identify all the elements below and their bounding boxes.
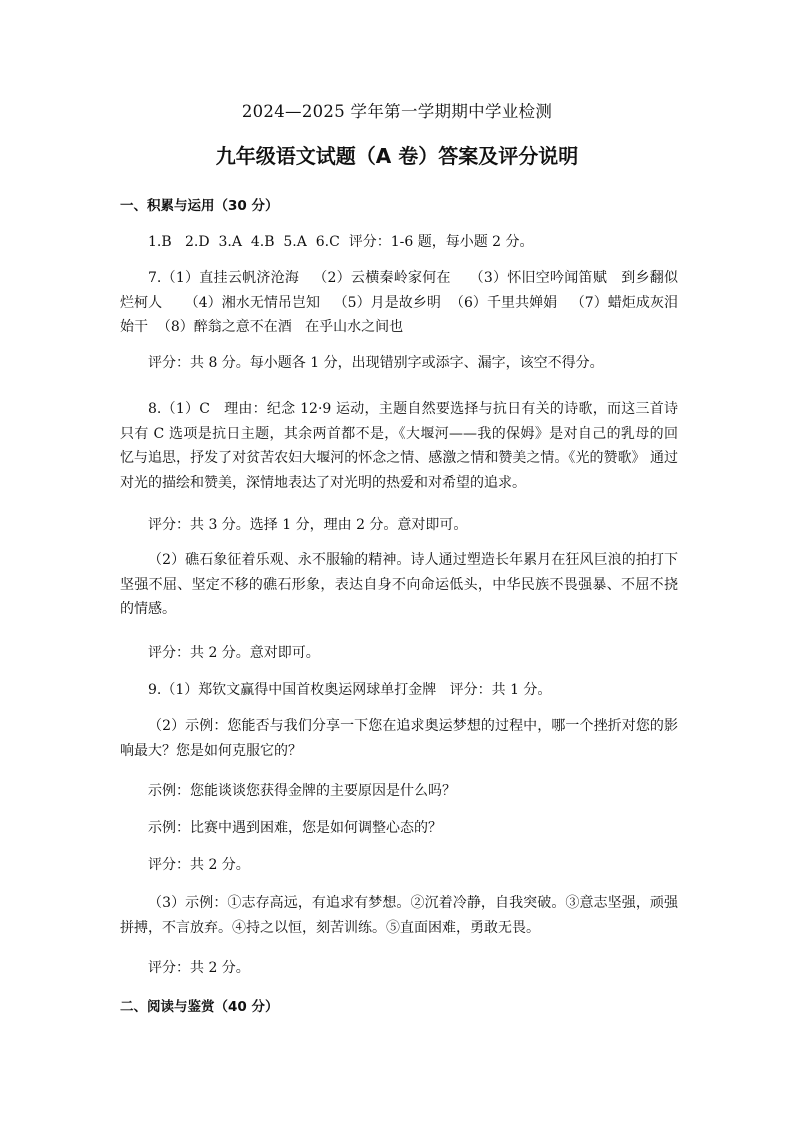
example-q9-2c: 示例：比赛中遇到困难，您是如何调整心态的？ xyxy=(148,820,442,836)
section-heading-2: 二、阅读与鉴赏（40 分） xyxy=(120,999,279,1015)
example-q9-2b: 示例：您能谈谈您获得金牌的主要原因是什么吗？ xyxy=(148,783,456,799)
answer-q7: 7.（1）直挂云帆济沧海 （2）云横秦岭家何在 （3）怀旧空吟闻笛赋 到乡翻似烂柯人 （4）湘水无情吊岂知 （5）月是故乡明 （6）千里共婵娟 （7）蜡炬成灰泪始干 （8）醉翁之意不在酒 在乎山水之间也 xyxy=(120,270,678,335)
document-title: 2024—2025 学年第一学期期中学业检测 xyxy=(241,102,553,121)
score-q7: 评分：共 8 分。每小题各 1 分，出现错别字或添字、漏字，该空不得分。 xyxy=(148,355,604,371)
score-q9-2: 评分：共 2 分。 xyxy=(148,857,250,873)
score-q8-1: 评分：共 3 分。选择 1 分，理由 2 分。意对即可。 xyxy=(148,517,468,533)
document-subtitle: 九年级语文试题（A 卷）答案及评分说明 xyxy=(215,144,579,168)
answer-q9-1: 9.（1）郑钦文赢得中国首枚奥运网球单打金牌 评分：共 1 分。 xyxy=(148,682,552,698)
answer-q9-2: （2）示例：您能否与我们分享一下您在追求奥运梦想的过程中，哪一个挫折对您的影响最大？您是如何克服它的？ xyxy=(120,718,678,759)
section-heading-1: 一、积累与运用（30 分） xyxy=(120,198,279,214)
answer-q8-2: （2）礁石象征着乐观、永不服输的精神。诗人通过塑造长年累月在狂风巨浪的拍打下坚强不屈、坚定不移的礁石形象，表达自身不向命运低头，中华民族不畏强暴、不屈不挠的情感。 xyxy=(120,552,678,617)
answer-q9-3: （3）示例：①志存高远，有追求有梦想。②沉着冷静，自我突破。③意志坚强，顽强拼搏，不言放弃。④持之以恒，刻苦训练。⑤直面困难，勇敢无畏。 xyxy=(120,895,678,936)
answer-q1-6: 1.B 2.D 3.A 4.B 5.A 6.C 评分：1-6 题，每小题 2 分。 xyxy=(148,234,534,250)
answer-q8-1: 8.（1）C 理由：纪念 12·9 运动，主题自然要选择与抗日有关的诗歌，而这三首诗只有 C 选项是抗日主题，其余两首都不是，《大堰河——我的保姆》是对自己的乳母的回忆与追思，抒发了对贫苦农妇大堰河的怀念之情、感激之情和赞美之情。《光的赞歌》 通过对光的描绘和赞美，深情地表达了对光明的热爱和对希望的追求。 xyxy=(120,401,678,491)
score-q8-2: 评分：共 2 分。意对即可。 xyxy=(148,645,320,661)
score-q9-3: 评分：共 2 分。 xyxy=(148,960,250,976)
